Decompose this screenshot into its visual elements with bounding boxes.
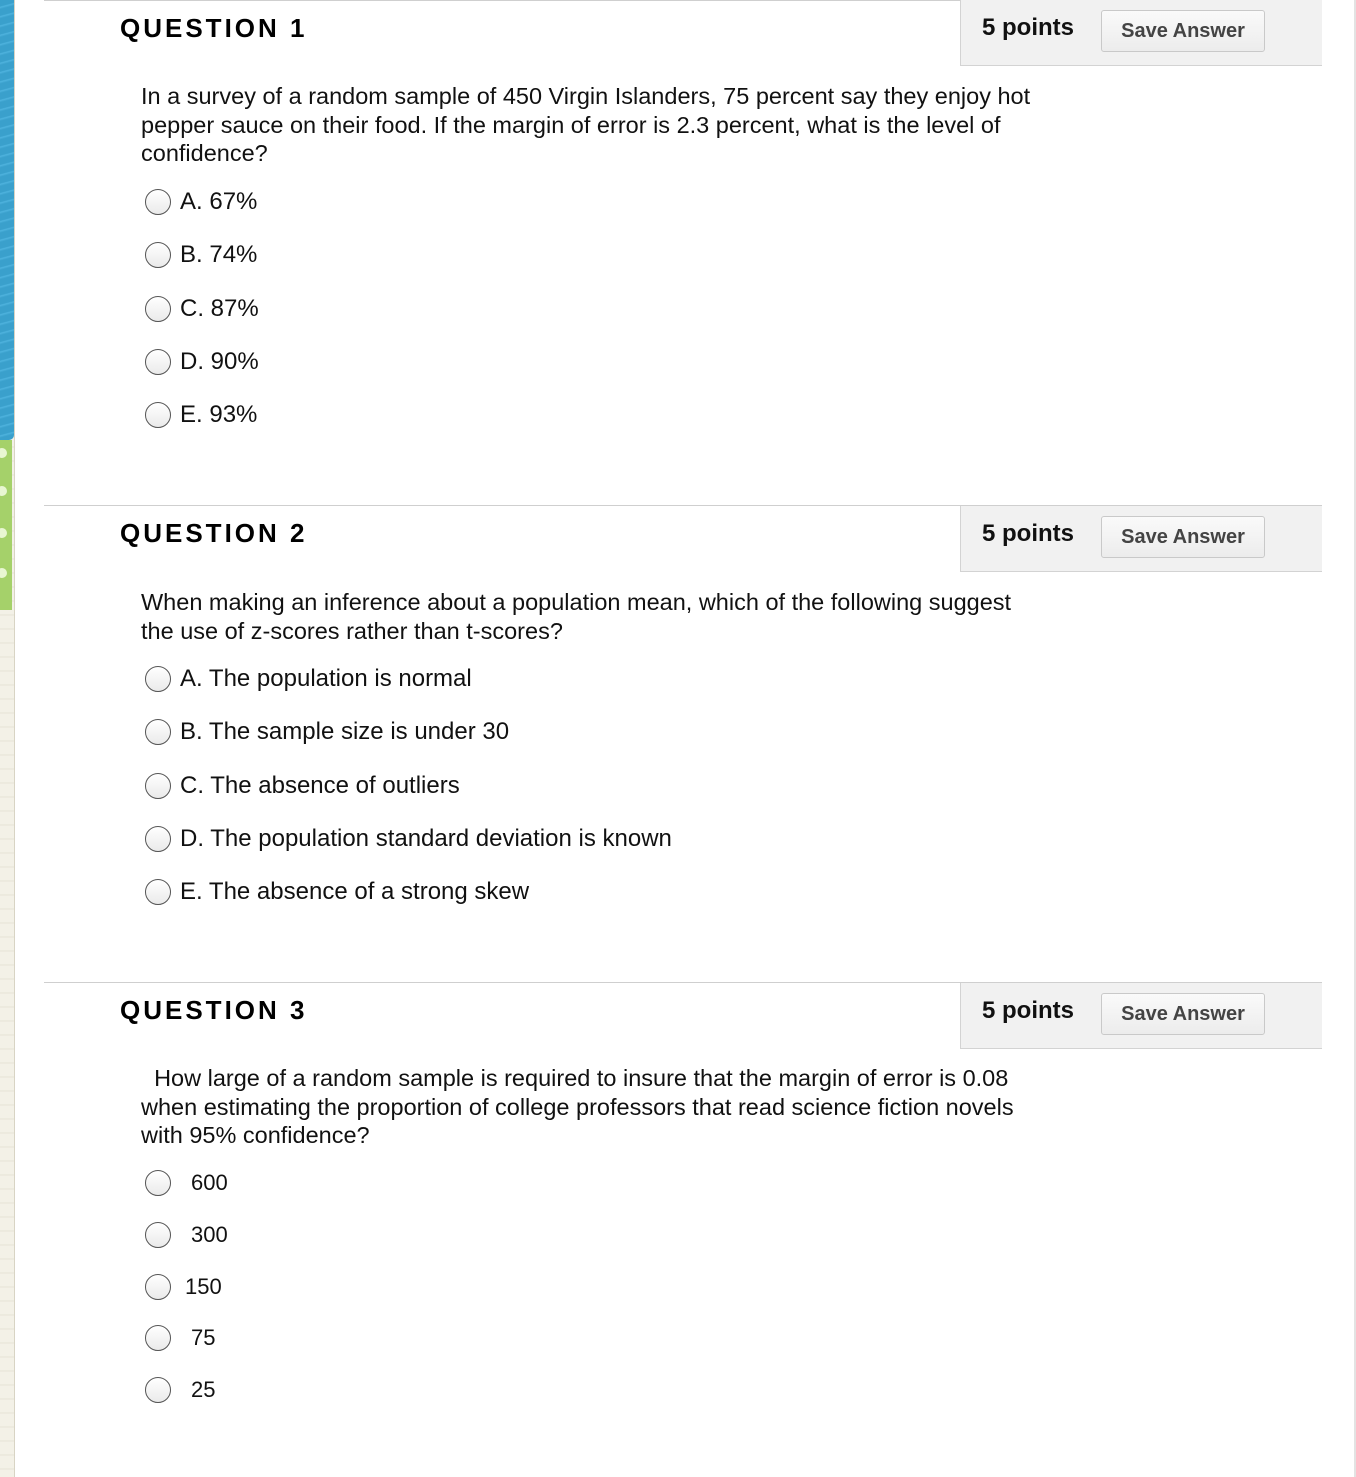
option-600[interactable] [145, 1167, 228, 1199]
option-label: D. 90% [180, 348, 259, 375]
question-title: QUESTION 3 [120, 995, 308, 1025]
radio-button[interactable] [145, 242, 171, 268]
option-c[interactable] [145, 293, 259, 325]
radio-button[interactable] [145, 1325, 171, 1351]
points-label: 5 points [982, 520, 1075, 547]
option-label: D. The population standard deviation is known [180, 825, 672, 852]
option-label: A. The population is normal [180, 665, 472, 692]
option-label: B. The sample size is under 30 [180, 718, 510, 745]
option-75[interactable] [145, 1322, 215, 1354]
option-label: E. 93% [180, 401, 258, 428]
radio-button[interactable] [145, 1222, 171, 1248]
radio-button[interactable] [145, 1377, 171, 1403]
option-label: 150 [185, 1274, 222, 1299]
question-title: QUESTION 2 [120, 518, 308, 548]
option-b[interactable] [145, 716, 509, 748]
option-150[interactable] [145, 1271, 222, 1303]
question-text: How large of a random sample is required to insure that the margin of error is 0.08 when estimating the proportion of college professors that read science fiction novels with 95% confidence? [141, 1065, 1021, 1148]
radio-button[interactable] [145, 296, 171, 322]
points-label: 5 points [982, 14, 1075, 41]
option-a[interactable] [145, 663, 472, 695]
option-label: C. 87% [180, 295, 259, 322]
question-text: In a survey of a random sample of 450 Virgin Islanders, 75 percent say they enjoy hot pepper sauce on their food. If the margin of error is 2.3 percent, what is the level of confidence? [141, 83, 1031, 166]
option-label: B. 74% [180, 241, 258, 268]
points-panel [960, 0, 1322, 66]
radio-button[interactable] [145, 1274, 171, 1300]
radio-button[interactable] [145, 666, 171, 692]
option-label: 600 [191, 1170, 228, 1195]
sidebar-green-tab [0, 440, 12, 610]
radio-button[interactable] [145, 402, 171, 428]
radio-button[interactable] [145, 189, 171, 215]
points-label: 5 points [982, 997, 1075, 1024]
radio-button[interactable] [145, 1170, 171, 1196]
option-b[interactable] [145, 239, 257, 271]
option-label: E. The absence of a strong skew [180, 878, 530, 905]
option-label: 25 [191, 1377, 216, 1402]
radio-button[interactable] [145, 719, 171, 745]
option-label: 75 [191, 1325, 216, 1350]
sidebar-blue-tab [0, 0, 14, 440]
option-e[interactable] [145, 876, 529, 908]
points-panel [960, 983, 1322, 1049]
radio-button[interactable] [145, 826, 171, 852]
option-e[interactable] [145, 399, 257, 431]
option-d[interactable] [145, 823, 672, 855]
save-answer-button[interactable]: Save Answer [1101, 516, 1265, 558]
option-300[interactable] [145, 1219, 228, 1251]
option-label: 300 [191, 1222, 228, 1247]
radio-button[interactable] [145, 879, 171, 905]
option-c[interactable] [145, 770, 460, 802]
save-answer-button[interactable]: Save Answer [1101, 993, 1265, 1035]
question-text: When making an inference about a population mean, which of the following suggest the use of z-scores rather than t-scores? [141, 589, 1012, 644]
question-title: QUESTION 1 [120, 13, 308, 43]
radio-button[interactable] [145, 349, 171, 375]
save-answer-button[interactable]: Save Answer [1101, 10, 1265, 52]
left-sidebar-edge [0, 0, 15, 1477]
radio-button[interactable] [145, 773, 171, 799]
option-label: A. 67% [180, 188, 258, 215]
option-a[interactable] [145, 186, 257, 218]
option-d[interactable] [145, 346, 259, 378]
points-panel [960, 506, 1322, 572]
option-label: C. The absence of outliers [180, 772, 460, 799]
option-25[interactable] [145, 1374, 215, 1406]
